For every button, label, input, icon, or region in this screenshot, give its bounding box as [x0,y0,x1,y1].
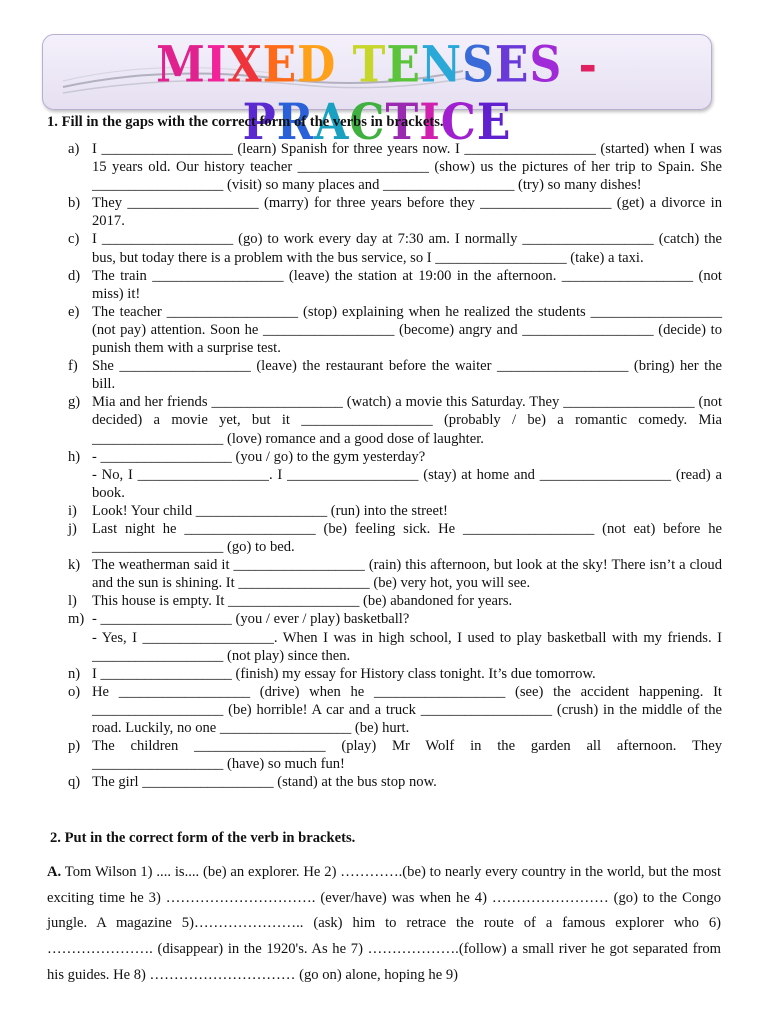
list-item [68,230,722,266]
item-letter [68,466,92,502]
item-text: - Yes, I __________________. When I was in high school, I used to play basketball with my friends. I __________________ (not play) since then. [92,629,722,664]
item-letter: l) [68,593,77,610]
title-letter: C [440,94,477,152]
list-item [68,466,722,502]
title-letter: P [242,94,277,152]
list-item [68,502,722,520]
exercise-2-paragraph [47,860,721,989]
item-letter: b) [68,195,81,212]
item-text: They __________________ (marry) for three years before they __________________ (get) a divorce in 2017. [92,195,722,230]
item-letter: p) [68,738,81,755]
title-letter: I [205,36,228,94]
item-letter: m) [68,611,85,628]
list-item [68,448,722,466]
title-letter: T [352,36,387,94]
item-letter: a) [68,141,80,157]
item-text: - __________________ (you / ever / play) basketball? [92,611,410,628]
item-text: The girl __________________ (stand) at the bus stop now. [92,774,437,791]
title-letter: S [529,36,563,94]
list-item [68,737,722,773]
list-item [68,520,722,556]
title-letter: R [276,94,315,152]
item-text: She __________________ (leave) the restaurant before the waiter __________________ (bring) her the bill. [92,358,722,393]
item-text: The children __________________ (play) Mr Wolf in the garden all afternoon. They __________________ (have) so much fun! [92,738,722,773]
item-text: Last night he __________________ (be) feeling sick. He __________________ (not eat) before he __________________ (go) to bed. [92,520,722,556]
list-item [68,556,722,592]
title-letter: E [476,94,512,152]
list-item [68,140,722,194]
item-text: I __________________ (go) to work every day at 7:30 am. I normally __________________ (catch) the bus, but today there is a problem with the bus service, so I __________________ (take) a taxi. [92,231,722,266]
item-text: Mia and her friends __________________ (watch) a movie this Saturday. They __________________ (not decided) a movie yet, but it __________________ (probably / be) a romantic comedy. Mia __________________ (love) romance and a good dose of laughter. [92,394,722,447]
list-item [68,267,722,303]
title-letter: A [314,94,350,152]
item-text: I __________________ (finish) my essay for History class tonight. It’s due tomorrow. [92,665,596,682]
title-letter: E [386,36,421,94]
exercise-1-heading: 1. Fill in the gaps with the correct form of the verbs in brackets. [47,114,444,130]
item-text: Look! Your child __________________ (run) into the street! [92,502,448,519]
title-letter [336,37,352,94]
item-text: The weatherman said it __________________ (rain) this afternoon, but look at the sky! There isn’t a cloud and the sun is shining. It __________________ (be) very hot, you will see. [92,557,722,592]
list-item [68,592,722,610]
exercise-1-list [68,140,722,791]
item-letter: i) [68,502,77,519]
paragraph-text: Tom Wilson 1) .... is.... (be) an explorer. He 2) ………….(be) to nearly every country in the world, but the most exciting time he 3) …………………………. (ever/have) was when he 4) …………………… (go) to the Congo jungle. A magazine 5)………………….. (ask) him to retrace the route of a famous explorer who 6) …………………. (disappear) in the 1920's. As he 7) ……………….(follow) a small river he got separated from his guides. He 8) ………………………… (go on) alone, hoping he 9) [47,864,721,983]
item-letter: c) [68,231,80,248]
list-item [68,303,722,357]
list-item [68,194,722,230]
title-letter [562,37,578,94]
item-text: This house is empty. It __________________ (be) abandoned for years. [92,593,513,610]
item-text: - __________________ (you / go) to the gym yesterday? [92,448,426,465]
title-letter: - [578,36,598,94]
item-letter: q) [68,774,81,791]
list-item [68,773,722,791]
item-letter: o) [68,683,81,700]
title-letter: N [420,36,463,94]
title-letter: D [297,36,337,94]
exercise-2-heading: 2. Put in the correct form of the verb in brackets. [50,830,356,846]
title-letter: I [419,94,441,152]
item-letter: g) [68,394,81,411]
item-text: He __________________ (drive) when he __________________ (see) the accident happening. It __________________ (be) horrible! A car and a truck __________________ (crush) in the middle of the road. Luckily, no one __________________ (be) hurt. [92,683,722,736]
title-letter: S [462,36,495,94]
item-letter: e) [68,303,80,320]
item-letter: k) [68,557,81,574]
item-letter: j) [68,520,77,537]
page-title [43,37,711,151]
title-letter: X [227,36,263,94]
title-letter: M [156,36,206,94]
item-letter: n) [68,665,81,682]
list-item [68,357,722,393]
item-letter: h) [68,448,81,465]
item-letter [68,629,92,665]
title-letter: T [385,94,420,152]
title-letter: E [494,36,530,94]
item-letter: d) [68,267,81,284]
list-item [68,665,722,683]
item-text: The train __________________ (leave) the station at 19:00 in the afternoon. __________________ (not miss) it! [92,267,722,302]
list-item [68,610,722,628]
title-letter: E [262,36,298,94]
item-text: I __________________ (learn) Spanish for three years now. I __________________ (started) when I was 15 years old. Our history teacher __________________ (show) us the pictures of her trip to Spain. She __________________ (visit) so many places and __________________ (try) so many dishes! [92,141,722,194]
paragraph-label: A. [47,864,62,880]
item-text: - No, I __________________. I __________________ (stay) at home and __________________ (read) a book. [92,466,722,501]
item-letter: f) [68,358,78,375]
list-item [68,393,722,447]
item-text: The teacher __________________ (stop) explaining when he realized the students __________________ (not pay) attention. Soon he __________________ (become) angry and __________________ (decide) to punish them with a surprise test. [92,303,722,357]
list-item [68,683,722,737]
title-letter: C [349,94,386,152]
list-item [68,629,722,665]
